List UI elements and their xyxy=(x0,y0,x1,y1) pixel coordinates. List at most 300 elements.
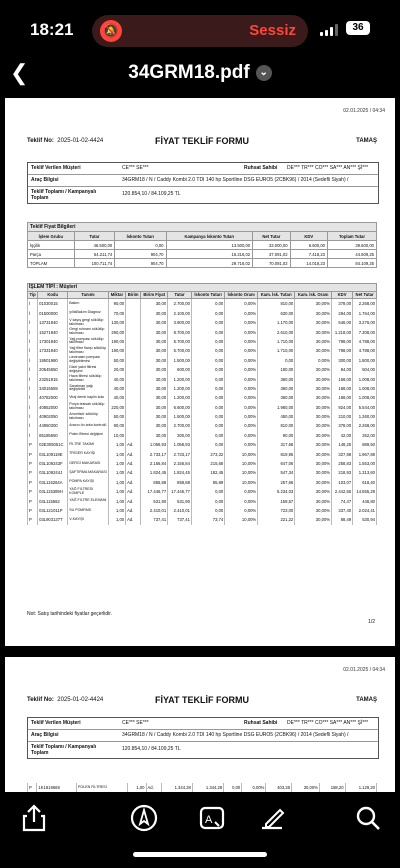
table-cell xyxy=(126,309,141,318)
table-cell: 6.600,00 xyxy=(168,402,192,411)
table-cell: Hava filtresi sökülüp takılması xyxy=(68,374,109,383)
table-cell: 0,00% xyxy=(225,402,258,411)
brand: TAMAŞ xyxy=(356,697,377,703)
table-cell: 737,41 xyxy=(168,515,192,524)
table-cell xyxy=(126,327,141,336)
table-cell: Ad. xyxy=(126,440,141,449)
table-cell: TRİGER KAYIŞI xyxy=(68,449,109,458)
table-cell: 30,00 xyxy=(141,309,168,318)
table-cell: V-KAYIŞI xyxy=(68,515,109,524)
table-cell: 858,88 xyxy=(141,478,168,487)
table-cell: 215,68 xyxy=(191,459,224,468)
table-cell: 13731940 xyxy=(38,318,68,327)
table-cell: 30,00% xyxy=(295,487,332,496)
table-cell: P xyxy=(28,440,38,449)
table-cell: 220,00 xyxy=(108,402,125,411)
table-cell: 30,00% xyxy=(295,374,332,383)
table-cell: 327,98 xyxy=(332,449,353,458)
table-cell: 1,00 xyxy=(108,506,125,515)
table-cell: 1.170,00 xyxy=(258,318,295,327)
table-cell: 300,00 xyxy=(332,356,353,365)
table-cell: 30,00% xyxy=(295,412,332,421)
table-cell: 30,00% xyxy=(295,515,332,524)
table-cell: 10,00% xyxy=(225,478,258,487)
table-cell: 4.788,00 xyxy=(353,337,377,346)
table-cell: P xyxy=(28,783,37,792)
table-cell: 148,25 xyxy=(332,440,353,449)
table-cell: V kayış gergi sökülüp takılması xyxy=(68,318,109,327)
table-cell: 85,89 xyxy=(191,478,224,487)
table-cell: 0,00 xyxy=(224,783,242,792)
table-cell: 10,00% xyxy=(225,515,258,524)
table-cell: 5.544,00 xyxy=(353,402,377,411)
table-cell: 504,00 xyxy=(353,365,377,374)
markup-icon[interactable] xyxy=(254,800,290,836)
table-cell: 450,00 xyxy=(258,412,295,421)
table-row xyxy=(28,318,377,327)
table-cell: 1.129,20 xyxy=(345,783,376,792)
table-cell: GERGİ MAKARASI xyxy=(68,459,109,468)
table-cell: 0,00% xyxy=(225,327,258,336)
table-cell: 0,00% xyxy=(225,487,258,496)
file-title[interactable] xyxy=(0,62,400,84)
table-cell: 74,47 xyxy=(332,496,353,505)
table-cell: 10,00% xyxy=(225,449,258,458)
table-cell: 03L109119E xyxy=(38,449,68,458)
table-cell: 30,00% xyxy=(295,299,332,309)
table-cell: 0,00% xyxy=(242,783,266,792)
table-cell: 2.024,41 xyxy=(353,506,377,515)
table-cell xyxy=(126,393,141,402)
table-cell: Yağ pompası sökülüp takılması xyxy=(68,337,109,346)
table-cell: 0,00 xyxy=(191,440,224,449)
table-cell: 1,00 xyxy=(108,478,125,487)
column-header: Kam. İsk. Tutarı xyxy=(258,291,295,299)
table-cell: İ xyxy=(28,374,38,383)
table-row: İşçilik 46.500,00 0,00 13.500,00 33.000,00 6.600,00 39.600,00 xyxy=(28,241,377,250)
table-row xyxy=(28,402,377,411)
table-cell: YAĞ FİLTRESİ KOMPLE xyxy=(68,487,109,496)
table-row xyxy=(28,327,377,336)
table-row xyxy=(28,374,377,383)
table-row: Parça 54.211,74 904,70 16.216,02 37.091,02 7.418,23 44.509,25 xyxy=(28,250,377,259)
table-row xyxy=(28,412,377,421)
table-cell: 30,00% xyxy=(295,459,332,468)
table-cell: 290,00 xyxy=(108,327,125,336)
table-cell: 20,00 xyxy=(108,365,125,374)
table-cell: 273,32 xyxy=(191,449,224,458)
table-cell: 30,00 xyxy=(141,299,168,309)
print-date: 02.01.2025 / 04:34 xyxy=(343,667,385,673)
column-header: Birim xyxy=(126,291,141,299)
table-cell: Bakım xyxy=(68,299,109,309)
table-row xyxy=(28,309,377,318)
table-cell: 0,00% xyxy=(225,412,258,421)
table-cell: 0,00 xyxy=(258,356,295,365)
table-row xyxy=(28,365,377,374)
table-cell xyxy=(126,365,141,374)
table-cell: 30,00 xyxy=(141,346,168,355)
table-cell: 0,00 xyxy=(191,374,224,383)
table-cell: 531,90 xyxy=(168,496,192,505)
table-cell: 01030015 xyxy=(38,299,68,309)
fiyat-title: Teklif Fiyat Bilgileri xyxy=(28,223,377,232)
table-cell: 1,00 xyxy=(108,496,125,505)
table-cell: 10,00% xyxy=(225,468,258,477)
table-cell: 1.800,00 xyxy=(353,356,377,365)
table-cell: 1.344,28 xyxy=(161,783,192,792)
table-cell: 10,00 xyxy=(108,431,125,440)
table-cell: 30,00 xyxy=(141,374,168,383)
table-cell: 647,06 xyxy=(258,459,295,468)
column-header: İskonto Tutarı xyxy=(191,291,224,299)
table-cell: 810,00 xyxy=(258,299,295,309)
table-cell xyxy=(126,299,141,309)
nav-bar xyxy=(0,58,400,90)
table-cell xyxy=(126,412,141,421)
table-cell: 30,00% xyxy=(295,346,332,355)
table-cell: 403,28 xyxy=(266,783,292,792)
table-cell xyxy=(126,431,141,440)
table-cell: 0,00 xyxy=(191,365,224,374)
table-cell: 317,68 xyxy=(258,440,295,449)
table-cell: 50,00 xyxy=(108,412,125,421)
table-cell: Polen filtresi değişimi xyxy=(68,431,109,440)
table-cell: 7.308,00 xyxy=(353,327,377,336)
back-chevron-icon[interactable]: ❮ xyxy=(10,60,29,85)
column-header: Kam. İsk. Oranı xyxy=(295,291,332,299)
column-header: Net Tutar xyxy=(353,291,377,299)
table-cell xyxy=(126,318,141,327)
table-cell xyxy=(126,346,141,355)
table-cell: 3.276,00 xyxy=(353,318,377,327)
table-cell: 0,00% xyxy=(225,356,258,365)
table-cell: 252,00 xyxy=(353,431,377,440)
table-cell: 1.824,45 xyxy=(141,468,168,477)
table-cell: 0,00 xyxy=(191,393,224,402)
table-row xyxy=(28,431,377,440)
table-cell: 0,00% xyxy=(225,337,258,346)
column-header: Tip xyxy=(28,291,38,299)
column-header: Tanımı xyxy=(68,291,109,299)
table-cell: 20545550 xyxy=(38,365,68,374)
table-cell: Gergi rulmanı sökülüp takılması xyxy=(68,327,109,336)
column-header: İskonto Oranı xyxy=(225,291,258,299)
table-row xyxy=(28,449,377,458)
info-box: Teklif Verilen Müşteri CE*** SE*** Ruhsat Sahibi DE*** TR*** CO*** SA*** AN*** Şİ*** Araç Bilgisi 34GRM18 / N / Caddy Kombi 2.0 TDI 140 hp Sportline DSG EURO5 (2CBK96) / 2014 (Sedefli Siyah) / Teklif Toplamı / Kampanyalı Toplam 120.854,10 / 84.109,25 TL xyxy=(27,717,379,759)
table-cell: 30,00% xyxy=(295,337,332,346)
table-cell: 30,00 xyxy=(141,327,168,336)
table-cell: 03L109243F xyxy=(38,459,68,468)
table-cell: 30,00 xyxy=(141,318,168,327)
table-cell: 0,00 xyxy=(191,487,224,496)
table-cell: Dizel yakıt filtresi değişimi xyxy=(68,365,109,374)
compass-icon[interactable] xyxy=(126,800,162,836)
table-cell: 2.610,00 xyxy=(258,327,295,336)
table-cell: 1.260,00 xyxy=(353,412,377,421)
table-cell: 42,00 xyxy=(332,431,353,440)
table-cell: 1.218,00 xyxy=(332,327,353,336)
table-cell: 03L115562 xyxy=(38,496,68,505)
table-cell: 0,00 xyxy=(191,506,224,515)
table-cell: 0,00% xyxy=(225,299,258,309)
pdf-page-1 xyxy=(5,98,395,646)
table-cell: P xyxy=(28,496,38,505)
table-cell: 8.700,00 xyxy=(168,327,192,336)
table-cell: Ad. xyxy=(126,468,141,477)
table-cell: 30,00% xyxy=(295,384,332,393)
table-cell: 2.733,17 xyxy=(141,449,168,458)
table-cell: 1.710,00 xyxy=(258,346,295,355)
table-cell xyxy=(126,356,141,365)
table-cell: Devirdaim pompası değiştirilmesi xyxy=(68,356,109,365)
table-cell: 30,00% xyxy=(295,431,332,440)
table-cell: 2.268,00 xyxy=(353,299,377,309)
table-cell: 103,07 xyxy=(332,478,353,487)
table-cell: 2.156,84 xyxy=(168,459,192,468)
table-cell: 924,00 xyxy=(332,402,353,411)
table-cell: 1.344,28 xyxy=(192,783,223,792)
table-cell: 798,00 xyxy=(332,337,353,346)
table-cell: ŞAFTIRMA MAKARASI xyxy=(68,468,109,477)
table-cell: P xyxy=(28,506,38,515)
chevron-down-icon: ⌄ xyxy=(256,65,272,81)
table-cell: 1.710,00 xyxy=(258,337,295,346)
table-cell: 1.967,88 xyxy=(353,449,377,458)
table-cell: 190,00 xyxy=(108,346,125,355)
table-cell: P xyxy=(28,468,38,477)
table-cell: 30,00% xyxy=(295,365,332,374)
table-cell: 798,00 xyxy=(332,346,353,355)
table-cell: 17301940 xyxy=(38,337,68,346)
table-cell: 40902050 xyxy=(38,412,68,421)
table-cell: 0,00% xyxy=(225,384,258,393)
table-cell: İ xyxy=(28,309,38,318)
table-cell: 30,00% xyxy=(295,506,332,515)
table-cell: 737,41 xyxy=(141,515,168,524)
table-cell: İ xyxy=(28,412,38,421)
table-cell xyxy=(126,384,141,393)
table-cell: 30,00% xyxy=(295,309,332,318)
table-cell: 03L121011P xyxy=(38,506,68,515)
table-cell: İ xyxy=(28,402,38,411)
table-cell xyxy=(126,402,141,411)
print-date: 02.01.2025 / 04:34 xyxy=(343,108,385,114)
silent-mode-label: Sessiz xyxy=(249,22,296,39)
table-cell: 547,34 xyxy=(258,468,295,477)
search-icon[interactable] xyxy=(350,800,386,836)
table-cell: 723,00 xyxy=(258,506,295,515)
table-cell: 17331940 xyxy=(38,346,68,355)
table-cell: POMPA KAYIŞI xyxy=(68,478,109,487)
table-cell: Ad. xyxy=(126,459,141,468)
table-cell: P xyxy=(28,515,38,524)
table-cell: 168,00 xyxy=(332,393,353,402)
table-cell: 2.100,00 xyxy=(168,309,192,318)
table-cell: 1.200,00 xyxy=(168,393,192,402)
table-row xyxy=(28,783,377,792)
table-cell: 210,00 xyxy=(332,412,353,421)
table-cell: 858,88 xyxy=(168,478,192,487)
teklif-no: Teklif No: 2025-01-02-4424 xyxy=(27,697,104,703)
table-cell: 90,00 xyxy=(108,421,125,430)
table-cell: YAĞ FİLTRE ELEMANI xyxy=(68,496,109,505)
table-cell: Ad. xyxy=(146,783,161,792)
table-cell: 15271940 xyxy=(38,327,68,336)
table-cell: 30,00% xyxy=(295,421,332,430)
table-cell: 30,00% xyxy=(295,449,332,458)
table-cell: 0,00 xyxy=(191,431,224,440)
table-cell: 5.700,00 xyxy=(168,346,192,355)
table-cell: 0,00% xyxy=(225,440,258,449)
table-cell: 0,00 xyxy=(191,337,224,346)
table-cell: 30,00 xyxy=(141,402,168,411)
items-table-p2 xyxy=(27,783,377,792)
table-cell: 1.200,00 xyxy=(168,384,192,393)
table-cell: 70,00 xyxy=(108,309,125,318)
table-cell: 5.234,03 xyxy=(258,487,295,496)
table-cell: 73,74 xyxy=(191,515,224,524)
table-cell: 30,00% xyxy=(295,496,332,505)
table-cell: 23251915 xyxy=(38,374,68,383)
table-cell: 337,40 xyxy=(332,506,353,515)
table-cell: 01500000 xyxy=(38,309,68,318)
table-cell: 84,00 xyxy=(332,365,353,374)
table-cell: 10,00% xyxy=(225,459,258,468)
table-cell: 0,00% xyxy=(225,496,258,505)
table-cell: 0,00% xyxy=(225,309,258,318)
table-cell: 0,00 xyxy=(191,318,224,327)
table-cell: 1.553,00 xyxy=(353,459,377,468)
table-cell: 3.900,00 xyxy=(168,318,192,327)
table-row xyxy=(28,468,377,477)
table-cell: 0,00 xyxy=(191,412,224,421)
table-cell: 0,00% xyxy=(225,421,258,430)
table-cell: 600,00 xyxy=(168,365,192,374)
table-cell: 1.008,00 xyxy=(353,393,377,402)
table-row xyxy=(28,515,377,524)
table-cell: 30,00% xyxy=(292,783,320,792)
file-name: 34GRM18.pdf xyxy=(128,62,250,83)
form-title: FİYAT TEKLİF FORMU xyxy=(155,695,249,705)
table-cell: 221,22 xyxy=(258,515,295,524)
table-cell: 360,00 xyxy=(258,384,295,393)
table-cell: 30,00 xyxy=(141,412,168,421)
table-cell: 0,00% xyxy=(225,365,258,374)
table-cell: 546,00 xyxy=(332,318,353,327)
table-cell: P xyxy=(28,449,38,458)
table-cell: SU POMPASI xyxy=(68,506,109,515)
table-cell: 30,00 xyxy=(141,337,168,346)
table-cell: İ xyxy=(28,327,38,336)
table-cell: 0,00% xyxy=(225,506,258,515)
table-cell: 30,00 xyxy=(141,421,168,430)
table-cell xyxy=(126,337,141,346)
table-cell: 0,00 xyxy=(191,421,224,430)
table-cell: 1,00 xyxy=(128,783,146,792)
table-cell: 2.410,01 xyxy=(141,506,168,515)
table-cell: 2.410,01 xyxy=(168,506,192,515)
table-row xyxy=(28,478,377,487)
table-cell: Ad. xyxy=(126,515,141,524)
table-cell: 810,00 xyxy=(258,421,295,430)
table-cell: İ xyxy=(28,346,38,355)
table-cell: 1.200,00 xyxy=(168,374,192,383)
items-table xyxy=(27,283,377,525)
table-cell: 30,00% xyxy=(295,402,332,411)
table-row xyxy=(28,393,377,402)
table-cell: 1.824,45 xyxy=(168,468,192,477)
table-cell: 0,00 xyxy=(191,299,224,309)
clock: 18:21 xyxy=(30,20,74,39)
table-cell: 30,00 xyxy=(141,431,168,440)
table-cell: 168,00 xyxy=(332,374,353,383)
table-cell: Ad. xyxy=(126,496,141,505)
fiyat-table: Teklif Fiyat Bilgileri İşlem Grubu Tutar İskonto Tutarı Kampanya İskonto Tutarı Net Tutar KDV Toplam Tutar İşçilik 46.500,00 0,00 13.500,00 33.000,00 6.600,00 39.600,00 Parça 54.211,74 904,70 16.216,02 37.091,02 7.418,23 44.509,25 TOPLAM 100.711,74 904,70 29.716,02 70.091,02 14.018,23 84.109,25 xyxy=(27,222,377,268)
table-cell: P xyxy=(28,459,38,468)
table-cell: 90,00 xyxy=(108,299,125,309)
table-cell: 40852000 xyxy=(38,402,68,411)
dynamic-island[interactable] xyxy=(92,15,308,47)
table-cell: 1.500,00 xyxy=(168,356,192,365)
table-cell: 1,00 xyxy=(108,515,125,524)
table-cell: 360,00 xyxy=(258,374,295,383)
table-cell: 85185550 xyxy=(38,431,68,440)
table-cell: 2.442,55 xyxy=(332,487,353,496)
table-cell: 1,00 xyxy=(108,468,125,477)
status-bar xyxy=(0,0,400,58)
table-cell: 17.446,77 xyxy=(168,487,192,496)
table-row: TOPLAM 100.711,74 904,70 29.716,02 70.091,02 14.018,23 84.109,25 xyxy=(28,259,377,268)
table-row xyxy=(28,346,377,355)
home-indicator[interactable] xyxy=(133,852,267,857)
table-cell: 2.733,17 xyxy=(168,449,192,458)
table-cell: 180,00 xyxy=(258,365,295,374)
table-row xyxy=(28,299,377,309)
table-row xyxy=(28,337,377,346)
table-cell: 30,00% xyxy=(295,327,332,336)
table-cell: 188,20 xyxy=(319,783,345,792)
table-cell: Porya tesisatı sökülüp takılması xyxy=(68,402,109,411)
table-cell: 168,00 xyxy=(332,384,353,393)
table-cell: 294,00 xyxy=(332,309,353,318)
table-cell: 19501980 xyxy=(38,356,68,365)
table-cell: FİLTRE TAKIMI xyxy=(68,440,109,449)
table-cell: İ xyxy=(28,356,38,365)
info-box: Teklif Verilen Müşteri CE*** SE*** Ruhsat Sahibi DE*** TR*** CO*** SA*** AN*** Şİ*** Araç Bilgisi 34GRM18 / N / Caddy Kombi 2.0 TDI 140 hp Sportline DSG EURO5 (2CBK96) / 2014 (Sedefli Siyah) / Teklif Toplamı / Kampanyalı Toplam 120.854,10 / 84.109,25 TL xyxy=(27,162,379,204)
table-cell: 0,00% xyxy=(225,431,258,440)
table-cell: 30,00 xyxy=(141,393,168,402)
table-cell: 17.446,77 xyxy=(141,487,168,496)
table-cell: Yağ filtre flanşı sökülüp takılması xyxy=(68,346,109,355)
table-cell: 630,00 xyxy=(258,309,295,318)
table-cell: 1.764,00 xyxy=(353,309,377,318)
islem-title: İŞLEM TİPİ : Müşteri xyxy=(28,284,377,292)
table-cell: 1,00 xyxy=(108,487,125,496)
table-cell: 0,00% xyxy=(225,393,258,402)
table-cell: 130,00 xyxy=(108,318,125,327)
table-cell: 0,00 xyxy=(191,327,224,336)
share-icon[interactable] xyxy=(16,800,52,836)
table-cell: 1K1819669 xyxy=(37,783,77,792)
table-cell: Ad. xyxy=(126,487,141,496)
table-cell: 90,00 xyxy=(258,431,295,440)
table-cell: 1.313,60 xyxy=(353,468,377,477)
table-cell: 30,00% xyxy=(295,393,332,402)
table-cell: İ xyxy=(28,318,38,327)
table-row xyxy=(28,496,377,505)
search-text-icon[interactable] xyxy=(194,800,230,836)
